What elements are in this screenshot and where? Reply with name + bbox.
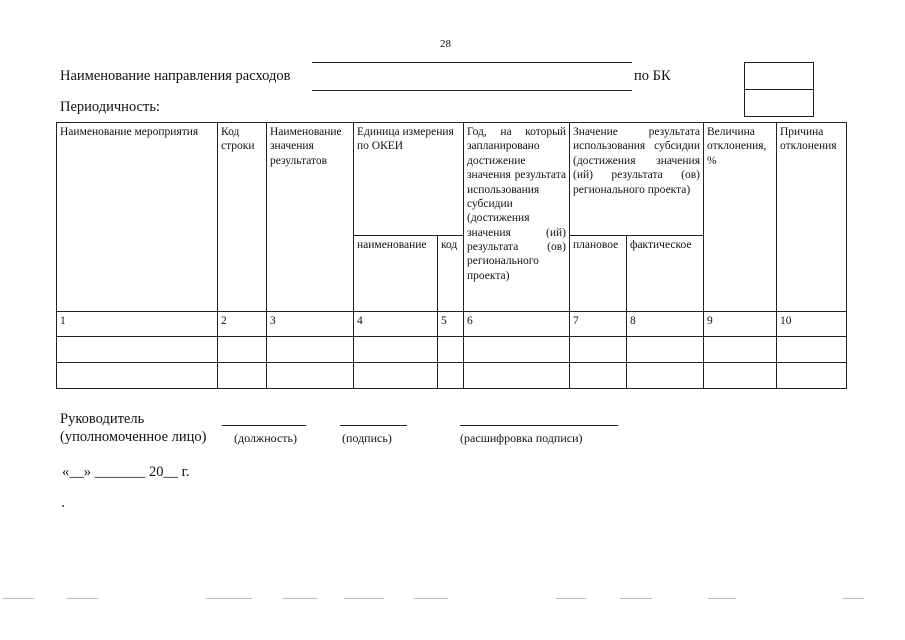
table-cell[interactable] bbox=[777, 363, 847, 389]
table-cell[interactable] bbox=[777, 337, 847, 363]
table-cell[interactable] bbox=[354, 363, 438, 389]
decoding-field[interactable] bbox=[460, 425, 618, 426]
table-cell[interactable] bbox=[218, 363, 267, 389]
col-num-9: 9 bbox=[704, 312, 777, 337]
head-label: Руководитель bbox=[60, 411, 145, 427]
scan-artifact bbox=[344, 598, 384, 599]
table-cell[interactable] bbox=[464, 337, 570, 363]
position-field[interactable] bbox=[222, 425, 306, 426]
header-actual: фактическое bbox=[627, 236, 704, 312]
scan-artifact bbox=[620, 598, 652, 599]
table-cell[interactable] bbox=[570, 337, 627, 363]
date-field[interactable]: «__» _______ 20__ г. bbox=[62, 464, 190, 480]
header-year: Год, на который запланировано достижение значения результата использования субсидии (достижения значения (ий) результата (ов) регионального проекта) bbox=[464, 123, 570, 312]
table-cell[interactable] bbox=[438, 337, 464, 363]
table-cell[interactable] bbox=[354, 337, 438, 363]
table-cell[interactable] bbox=[57, 363, 218, 389]
table-cell[interactable] bbox=[704, 363, 777, 389]
scan-artifact bbox=[708, 598, 736, 599]
scan-artifact bbox=[66, 598, 98, 599]
scan-artifact bbox=[206, 598, 252, 599]
decoding-caption: (расшифровка подписи) bbox=[460, 431, 583, 445]
header-event-name: Наименование мероприятия bbox=[57, 123, 218, 312]
scan-artifact bbox=[2, 598, 34, 599]
header-unit-code: код bbox=[438, 236, 464, 312]
header-line-code: Код строки bbox=[218, 123, 267, 312]
direction-field[interactable] bbox=[312, 90, 632, 91]
authorized-label: (уполномоченное лицо) bbox=[60, 429, 207, 445]
table-cell[interactable] bbox=[267, 363, 354, 389]
header-planned: плановое bbox=[570, 236, 627, 312]
report-table bbox=[56, 122, 847, 389]
col-num-2: 2 bbox=[218, 312, 267, 337]
table-cell[interactable] bbox=[627, 337, 704, 363]
table-cell[interactable] bbox=[438, 363, 464, 389]
col-num-7: 7 bbox=[570, 312, 627, 337]
table-row bbox=[57, 337, 847, 363]
header-unit-name: наименование bbox=[354, 236, 438, 312]
scan-artifact bbox=[414, 598, 448, 599]
header-value: Значение результата использования субсидии (достижения значения (ий) результата (ов) регионального проекта) bbox=[570, 123, 704, 236]
header-deviation: Величина отклонения, % bbox=[704, 123, 777, 312]
table-cell[interactable] bbox=[704, 337, 777, 363]
table-row bbox=[57, 363, 847, 389]
col-num-5: 5 bbox=[438, 312, 464, 337]
direction-line-top bbox=[312, 62, 632, 63]
header-reason: Причина отклонения bbox=[777, 123, 847, 312]
table-cell[interactable] bbox=[570, 363, 627, 389]
col-num-6: 6 bbox=[464, 312, 570, 337]
bk-label: по БК bbox=[634, 68, 671, 84]
col-num-1: 1 bbox=[57, 312, 218, 337]
scan-artifact bbox=[282, 598, 318, 599]
direction-label: Наименование направления расходов bbox=[60, 68, 291, 84]
scan-dot bbox=[62, 505, 64, 507]
col-num-4: 4 bbox=[354, 312, 438, 337]
signature-field[interactable] bbox=[340, 425, 407, 426]
bk-code-box-2[interactable] bbox=[744, 89, 814, 117]
scan-artifact bbox=[842, 598, 864, 599]
position-caption: (должность) bbox=[234, 431, 297, 445]
header-result-value-name: Наименование значения результатов bbox=[267, 123, 354, 312]
bk-code-box-1[interactable] bbox=[744, 62, 814, 90]
page-number: 28 bbox=[440, 38, 451, 50]
signature-caption: (подпись) bbox=[342, 431, 392, 445]
table-cell[interactable] bbox=[57, 337, 218, 363]
header-unit: Единица измерения по ОКЕИ bbox=[354, 123, 464, 236]
scan-artifact bbox=[556, 598, 586, 599]
table-cell[interactable] bbox=[627, 363, 704, 389]
col-num-3: 3 bbox=[267, 312, 354, 337]
periodicity-label: Периодичность: bbox=[60, 99, 160, 115]
table-cell[interactable] bbox=[267, 337, 354, 363]
col-num-8: 8 bbox=[627, 312, 704, 337]
table-cell[interactable] bbox=[464, 363, 570, 389]
table-cell[interactable] bbox=[218, 337, 267, 363]
col-num-10: 10 bbox=[777, 312, 847, 337]
